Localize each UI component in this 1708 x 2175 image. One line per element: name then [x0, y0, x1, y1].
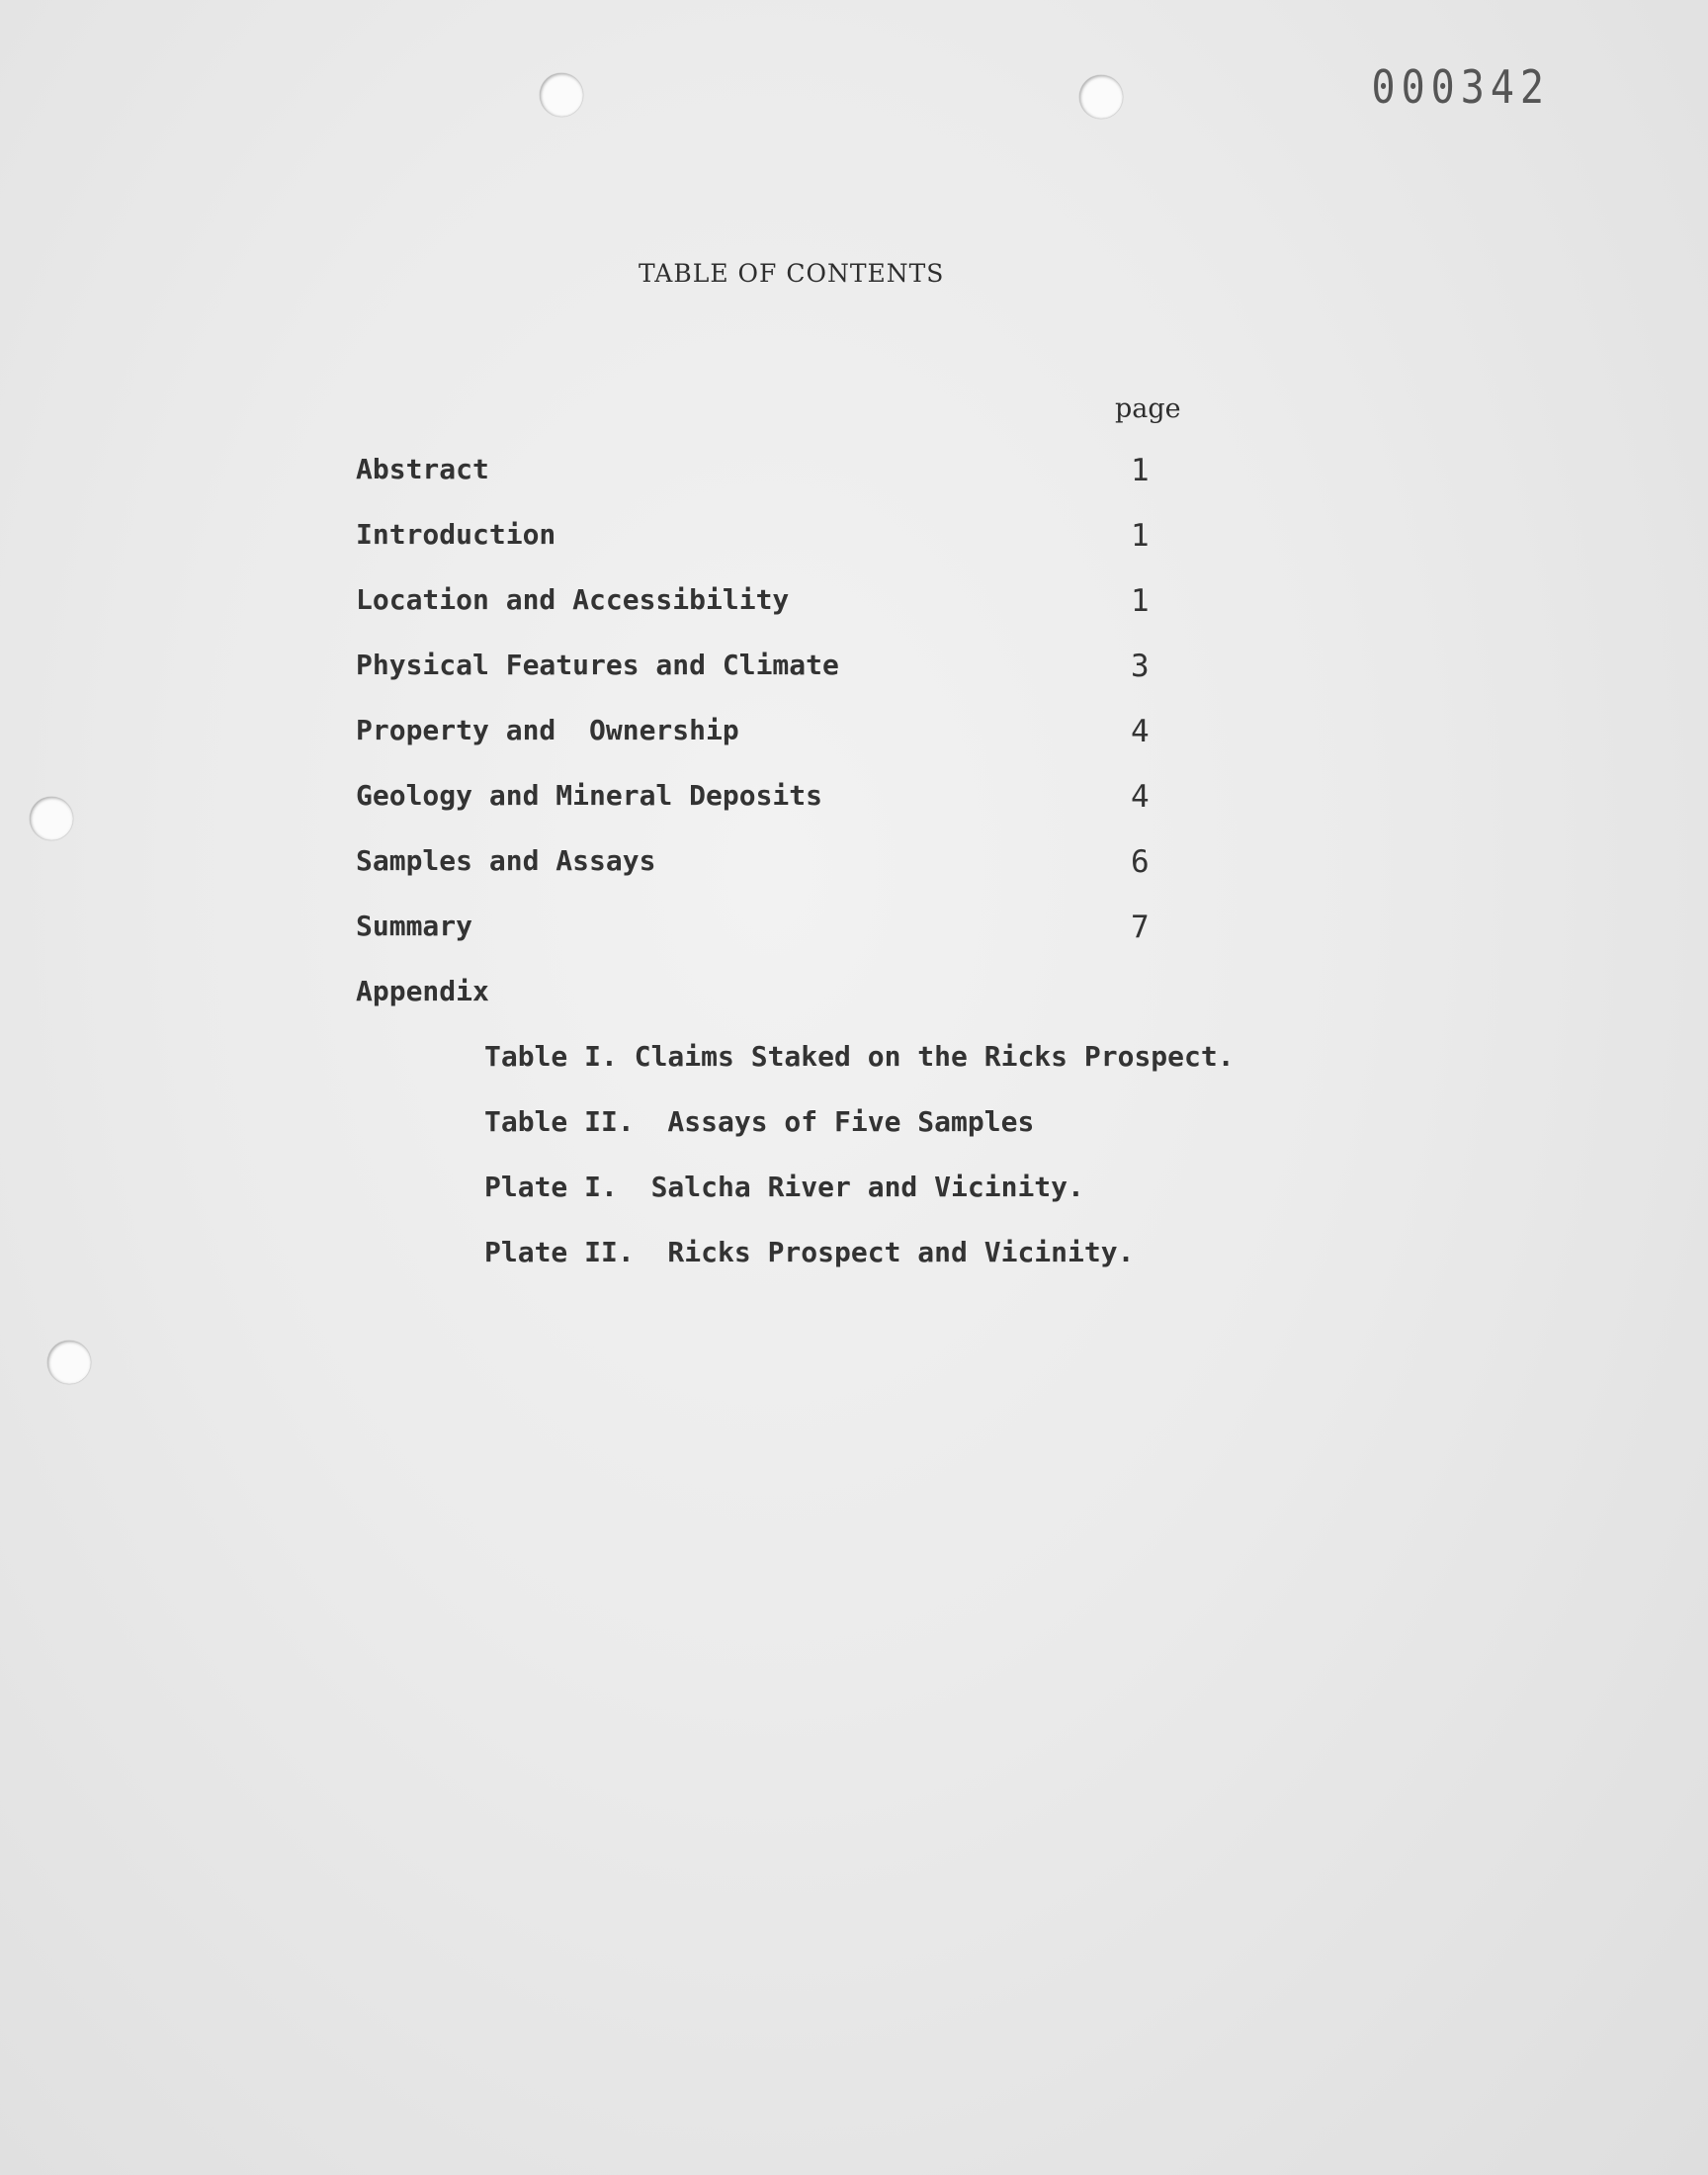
toc-entry-label: Abstract — [356, 453, 489, 485]
punch-hole — [30, 797, 73, 840]
toc-entry-label: Introduction — [356, 518, 556, 551]
toc-entry-label: Physical Features and Climate — [356, 649, 839, 681]
appendix-heading — [356, 975, 1226, 1014]
appendix-item: Table I. Claims Staked on the Ricks Prospect. — [484, 1040, 1235, 1073]
toc-entry-page: 6 — [1131, 844, 1150, 880]
toc-entry-label: Property and Ownership — [356, 714, 739, 746]
toc-entry — [356, 714, 1226, 753]
toc-entry-page: 1 — [1131, 453, 1150, 488]
toc-entry — [356, 779, 1226, 819]
toc-entry-page: 4 — [1131, 779, 1150, 815]
toc-entry — [356, 453, 1226, 492]
toc-entry — [356, 649, 1226, 688]
toc-entry-page: 3 — [1131, 649, 1150, 684]
toc-entry-label: Summary — [356, 910, 473, 942]
appendix-label: Appendix — [356, 975, 489, 1007]
toc-entry — [356, 844, 1226, 884]
toc-entry-page: 4 — [1131, 714, 1150, 749]
toc-entry-page: 1 — [1131, 518, 1150, 554]
toc-entry — [356, 583, 1226, 623]
punch-hole — [540, 73, 583, 117]
punch-hole — [47, 1341, 91, 1384]
toc-entry-label: Location and Accessibility — [356, 583, 790, 616]
document-number: 000342 — [1371, 61, 1550, 115]
toc-entry — [356, 910, 1226, 949]
appendix-item: Plate I. Salcha River and Vicinity. — [484, 1171, 1084, 1203]
toc-entry-page: 7 — [1131, 910, 1150, 945]
punch-hole — [1079, 75, 1123, 119]
appendix-item: Plate II. Ricks Prospect and Vicinity. — [484, 1236, 1135, 1268]
toc-entry-page: 1 — [1131, 583, 1150, 619]
toc-entry-label: Samples and Assays — [356, 844, 656, 877]
toc-entry — [356, 518, 1226, 558]
appendix-item: Table II. Assays of Five Samples — [484, 1105, 1035, 1138]
toc-entry-label: Geology and Mineral Deposits — [356, 779, 823, 812]
page-column-label: page — [1115, 393, 1181, 424]
toc-title: TABLE OF CONTENTS — [639, 259, 945, 288]
